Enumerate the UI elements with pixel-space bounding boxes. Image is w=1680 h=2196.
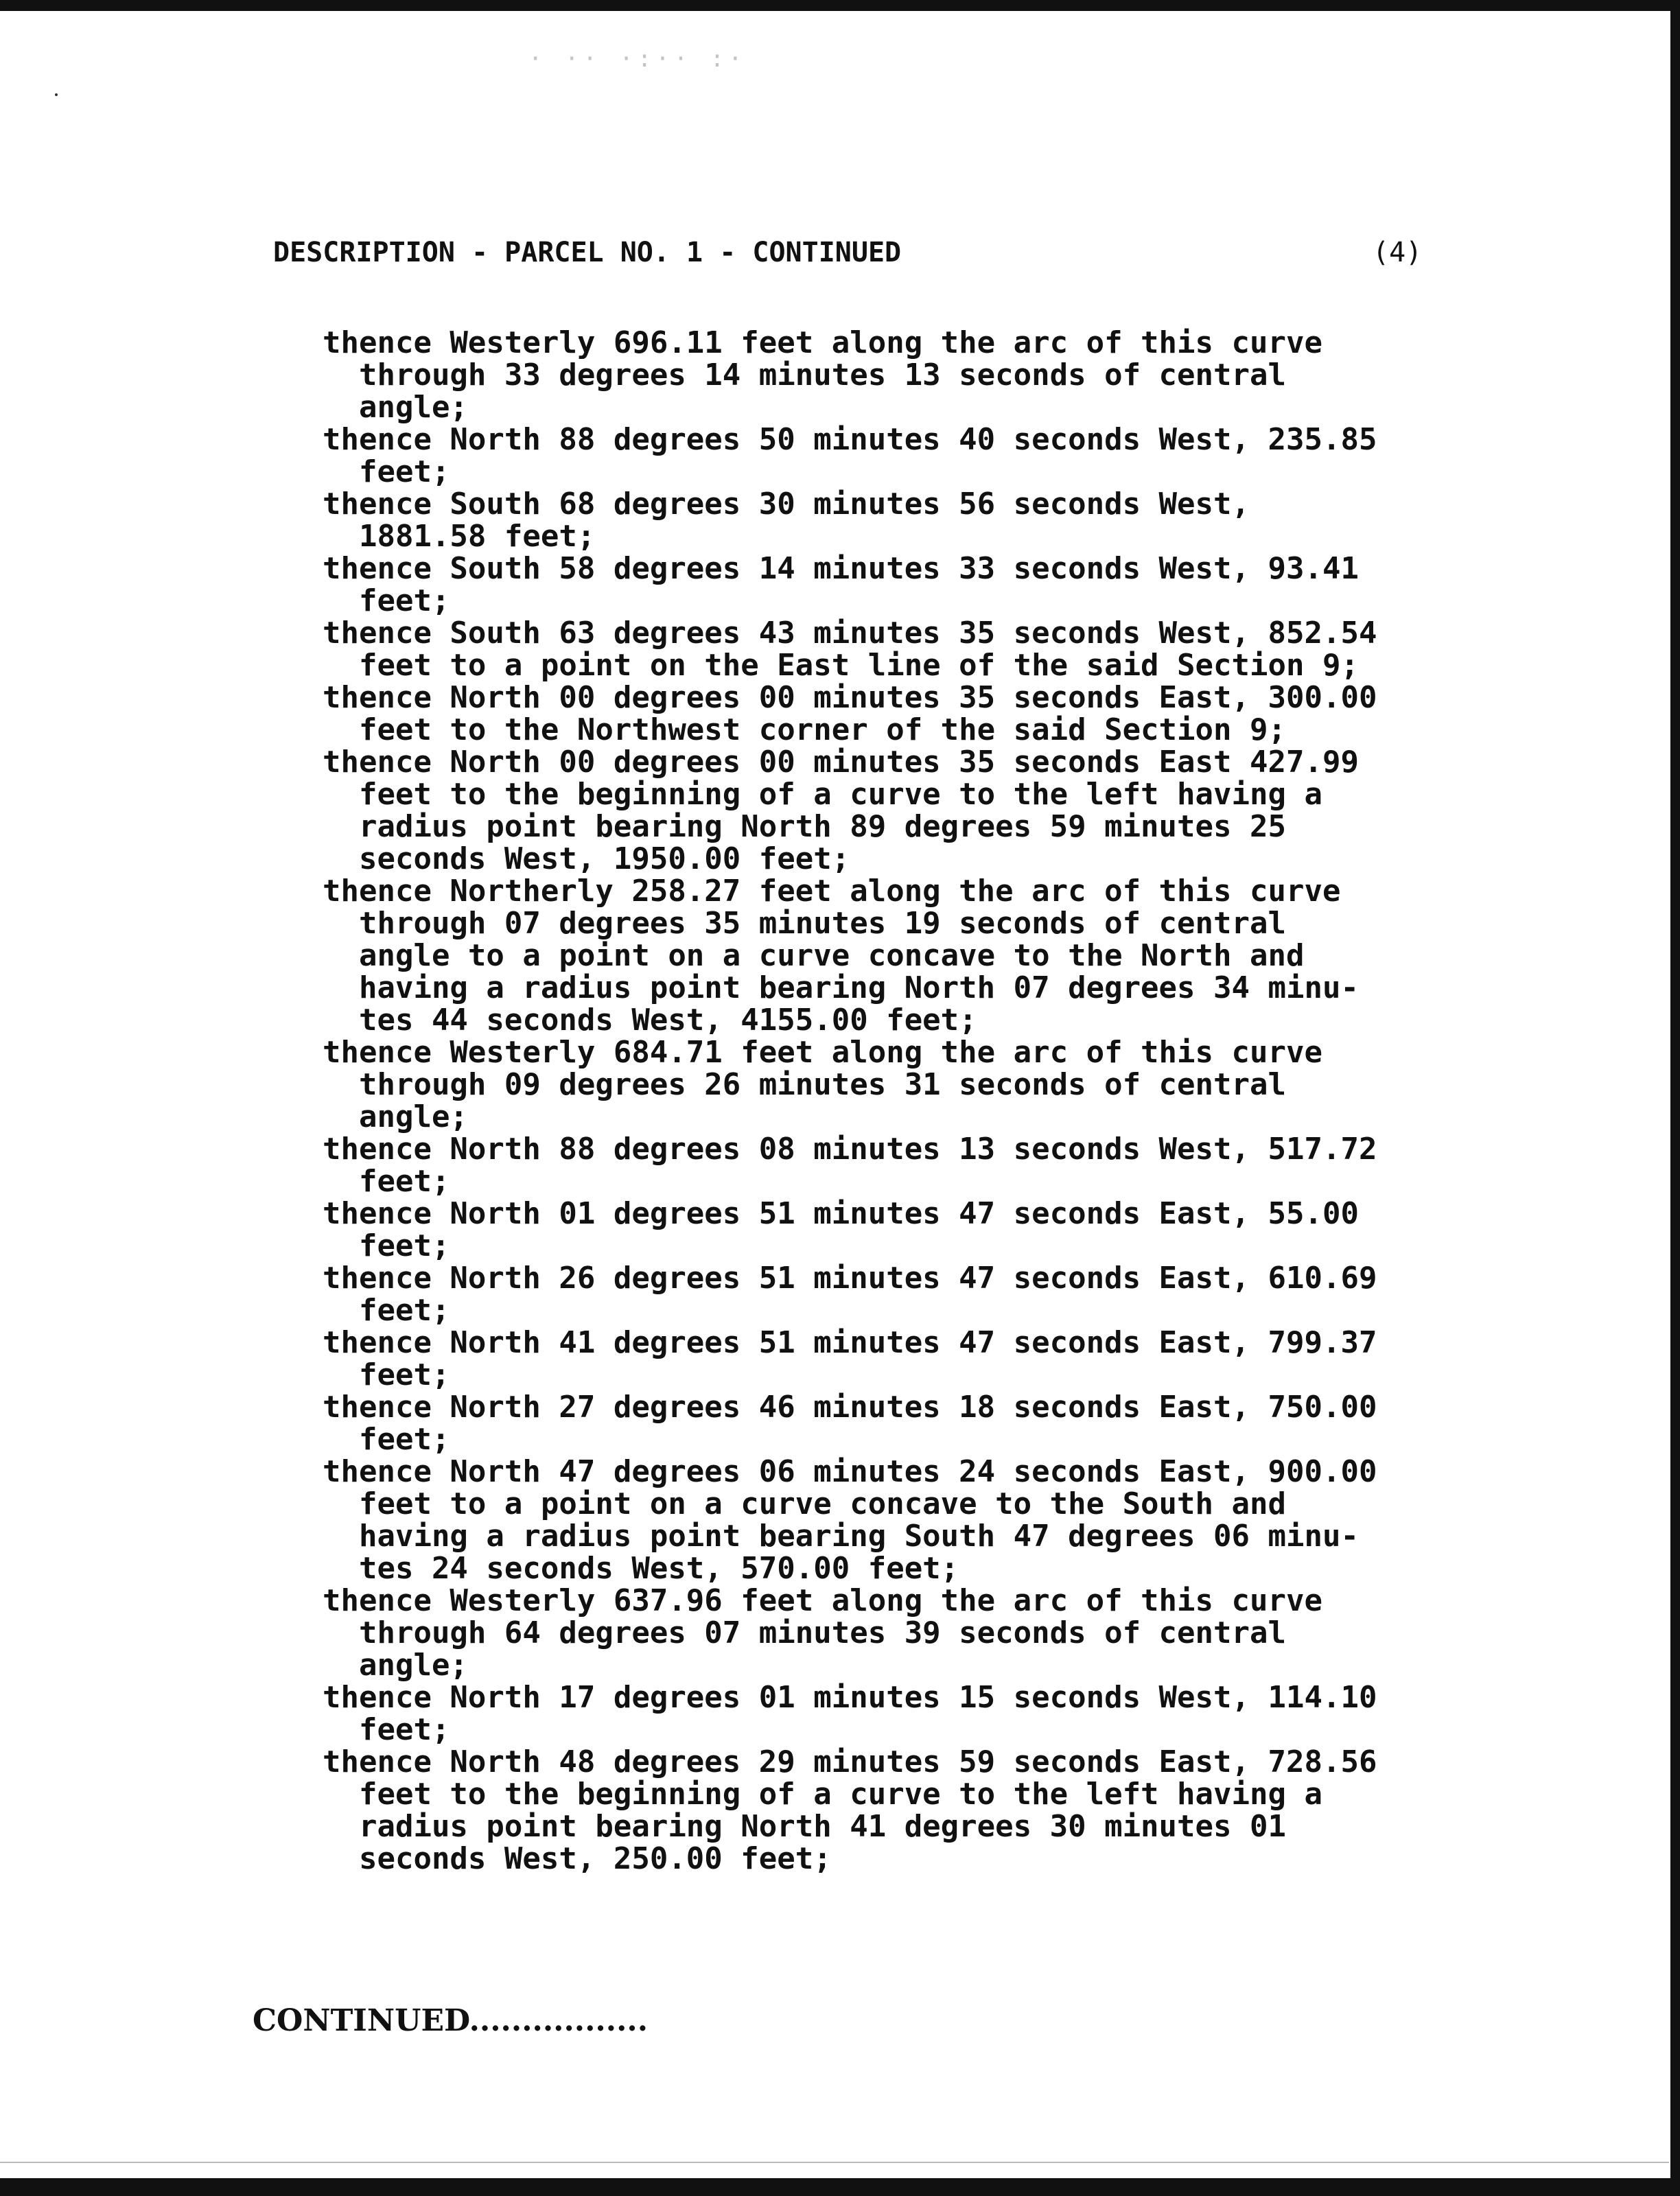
scan-speck [55,93,58,96]
scan-bottom-hairline [0,2162,1669,2163]
legal-description-body: thence Westerly 696.11 feet along the arc of this curve through 33 degrees 14 minutes 13 seconds of central angle; thence North 88 degrees 50 minutes 40 seconds West, 235.85 feet; thence South 68 degrees 30 minutes 56 seconds West, 1881.58 feet; thence South 58 degrees 14 minutes 33 seconds West, 93.41 feet; thence South 63 degrees 43 minutes 35 seconds West, 852.54 feet to a point on the East line of the said Section 9; thence North 00 degrees 00 minutes 35 seconds East, 300.00 feet to the Northwest corner of the said Section 9; thence North 00 degrees 00 minutes 35 seconds East 427.99 feet to the beginning of a curve to the left having a radius point bearing North 89 degrees 59 minutes 25 seconds West, 1950.00 feet; thence Northerly 258.27 feet along the arc of this curve through 07 degrees 35 minutes 19 seconds of central angle to a point on a curve concave to the North and having a radius point bearing North 07 degrees 34 minu- tes 44 seconds West, 4155.00 feet; thence Westerly 684.71 feet along the arc of this curve through 09 degrees 26 minutes 31 seconds of central angle; thence North 88 degrees 08 minutes 13 seconds West, 517.72 feet; thence North 01 degrees 51 minutes 47 seconds East, 55.00 feet; thence North 26 degrees 51 minutes 47 seconds East, 610.69 feet; thence North 41 degrees 51 minutes 47 seconds East, 799.37 feet; thence North 27 degrees 46 minutes 18 seconds East, 750.00 feet; thence North 47 degrees 06 minutes 24 seconds East, 900.00 feet to a point on a curve concave to the South and having a radius point bearing South 47 degrees 06 minu- tes 24 seconds West, 570.00 feet; thence Westerly 637.96 feet along the arc of this curve through 64 degrees 07 minutes 39 seconds of central angle; thence North 17 degrees 01 minutes 15 seconds West, 114.10 feet; thence North 48 degrees 29 minutes 59 seconds East, 728.56 feet to the beginning of a curve to the left having a radius point bearing North 41 degrees 30 minutes 01 seconds West, 250.00 feet; [323,325,1377,1876]
page-number: (4) [1373,237,1423,268]
scan-top-border [0,0,1680,11]
scan-bottom-border [0,2178,1680,2196]
faint-stamp-mark: · ·· ·:·· :· [528,45,747,73]
continued-footer: CONTINUED................. [253,2003,649,2038]
section-header: DESCRIPTION - PARCEL NO. 1 - CONTINUED [273,237,902,268]
scan-right-border [1670,0,1680,2196]
